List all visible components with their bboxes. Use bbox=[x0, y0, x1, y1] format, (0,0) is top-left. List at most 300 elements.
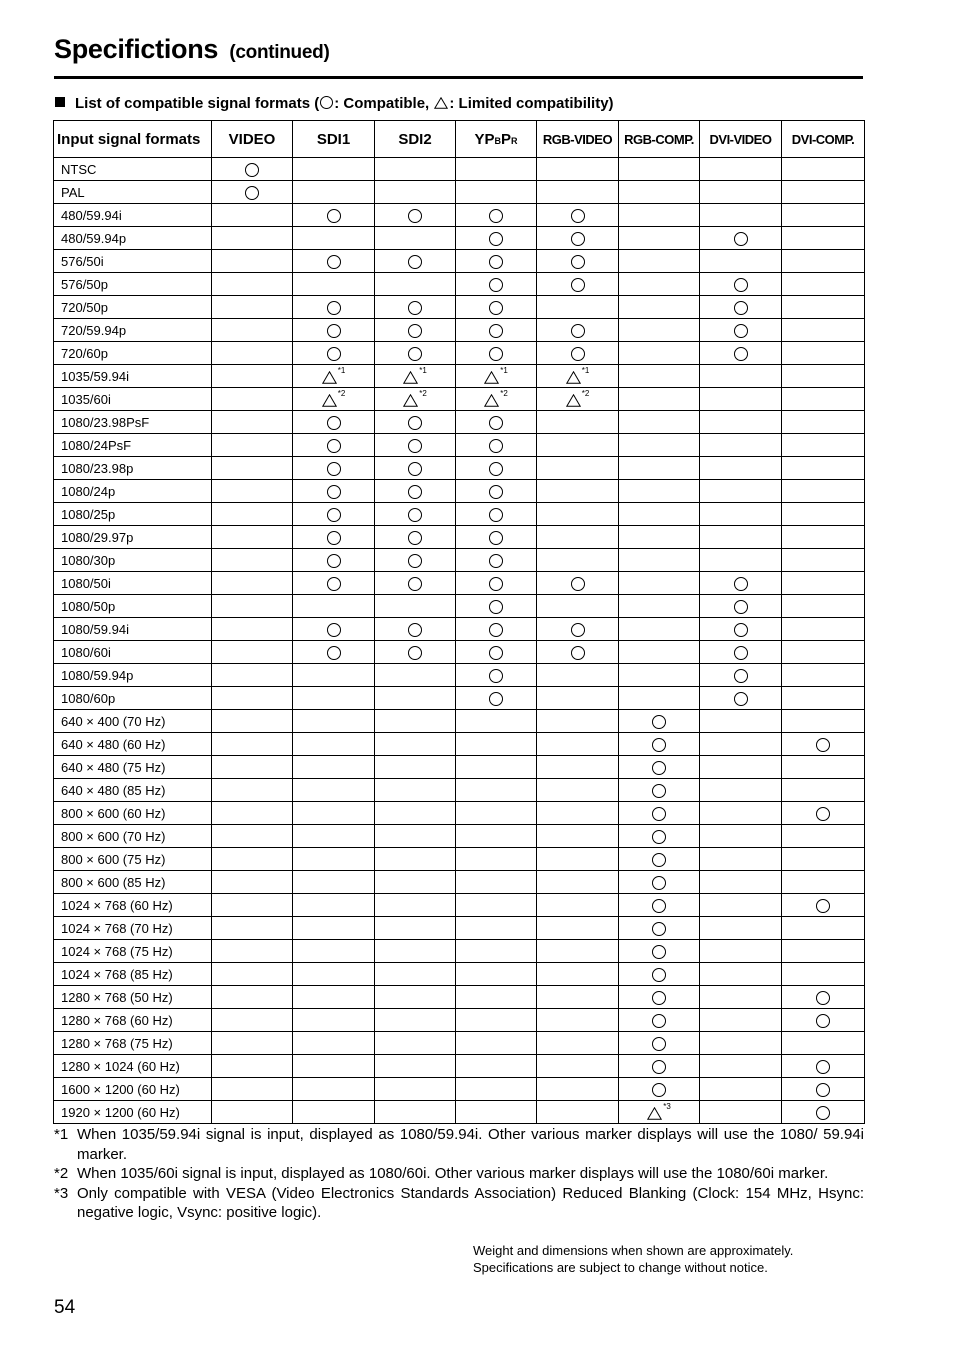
circle-compatible-icon bbox=[571, 623, 585, 637]
format-cell: 1920 × 1200 (60 Hz) bbox=[54, 1101, 212, 1124]
cell-sdi2 bbox=[375, 204, 456, 227]
cell-rgb-video bbox=[537, 963, 619, 986]
circle-compatible-icon bbox=[734, 692, 748, 706]
cell-video bbox=[212, 1055, 293, 1078]
cell-dvi-video bbox=[700, 273, 782, 296]
circle-compatible-icon bbox=[327, 439, 341, 453]
cell-sdi2 bbox=[375, 940, 456, 963]
format-cell: 1080/59.94p bbox=[54, 664, 212, 687]
circle-compatible-icon bbox=[327, 416, 341, 430]
footnote-ref: *1 bbox=[419, 366, 427, 376]
cell-ypbpr bbox=[456, 664, 537, 687]
cell-dvi-video bbox=[700, 1078, 782, 1101]
cell-dvi-comp bbox=[782, 388, 865, 411]
circle-compatible-icon bbox=[408, 324, 422, 338]
cell-dvi-video bbox=[700, 802, 782, 825]
cell-rgb-video bbox=[537, 871, 619, 894]
footnote-ref: *2 bbox=[419, 389, 427, 399]
cell-rgb-comp bbox=[619, 319, 700, 342]
table-row bbox=[54, 549, 865, 572]
cell-video bbox=[212, 802, 293, 825]
circle-compatible-icon bbox=[734, 646, 748, 660]
table-row bbox=[54, 250, 865, 273]
cell-dvi-comp bbox=[782, 411, 865, 434]
cell-ypbpr bbox=[456, 503, 537, 526]
cell-dvi-comp bbox=[782, 963, 865, 986]
footnote-text: When 1035/60i signal is input, displayed as 1080/60i. Other various marker displays will use the 1080/60i marker. bbox=[77, 1165, 829, 1182]
cell-ypbpr bbox=[456, 434, 537, 457]
circle-compatible-icon bbox=[816, 1106, 830, 1120]
cell-sdi1 bbox=[293, 227, 375, 250]
table-row bbox=[54, 388, 865, 411]
circle-compatible-icon bbox=[489, 209, 503, 223]
table-body bbox=[54, 158, 865, 1124]
cell-rgb-video bbox=[537, 388, 619, 411]
format-cell: 1080/60p bbox=[54, 687, 212, 710]
cell-dvi-video bbox=[700, 572, 782, 595]
cell-dvi-video bbox=[700, 250, 782, 273]
cell-sdi2 bbox=[375, 848, 456, 871]
cell-video bbox=[212, 756, 293, 779]
circle-compatible-icon bbox=[816, 991, 830, 1005]
circle-compatible-icon bbox=[652, 991, 666, 1005]
table-row bbox=[54, 1078, 865, 1101]
cell-ypbpr bbox=[456, 273, 537, 296]
circle-compatible-icon bbox=[652, 807, 666, 821]
table-row bbox=[54, 503, 865, 526]
cell-rgb-video bbox=[537, 549, 619, 572]
cell-sdi2 bbox=[375, 227, 456, 250]
cell-dvi-video bbox=[700, 480, 782, 503]
circle-compatible-icon bbox=[408, 416, 422, 430]
triangle-limited-icon bbox=[322, 371, 337, 384]
circle-compatible-icon bbox=[571, 255, 585, 269]
cell-sdi1 bbox=[293, 618, 375, 641]
cell-sdi1 bbox=[293, 756, 375, 779]
circle-compatible-icon bbox=[327, 255, 341, 269]
cell-ypbpr bbox=[456, 641, 537, 664]
cell-dvi-comp bbox=[782, 572, 865, 595]
cell-sdi1 bbox=[293, 342, 375, 365]
cell-rgb-comp bbox=[619, 917, 700, 940]
disclaimer-line-2: Specifications are subject to change without notice. bbox=[473, 1260, 768, 1275]
cell-rgb-comp bbox=[619, 411, 700, 434]
cell-ypbpr bbox=[456, 296, 537, 319]
cell-rgb-video bbox=[537, 940, 619, 963]
cell-ypbpr bbox=[456, 963, 537, 986]
cell-video bbox=[212, 894, 293, 917]
square-bullet-icon bbox=[55, 97, 65, 107]
circle-compatible-icon bbox=[489, 646, 503, 660]
cell-sdi2 bbox=[375, 1009, 456, 1032]
cell-sdi2 bbox=[375, 457, 456, 480]
cell-dvi-comp bbox=[782, 273, 865, 296]
cell-sdi1 bbox=[293, 1055, 375, 1078]
cell-dvi-comp bbox=[782, 871, 865, 894]
cell-dvi-comp bbox=[782, 365, 865, 388]
circle-compatible-icon bbox=[734, 600, 748, 614]
cell-dvi-video bbox=[700, 388, 782, 411]
cell-video bbox=[212, 572, 293, 595]
cell-video bbox=[212, 411, 293, 434]
cell-sdi1 bbox=[293, 388, 375, 411]
circle-compatible-icon bbox=[489, 554, 503, 568]
format-cell: 800 × 600 (75 Hz) bbox=[54, 848, 212, 871]
cell-ypbpr bbox=[456, 733, 537, 756]
cell-rgb-comp bbox=[619, 1101, 700, 1124]
cell-ypbpr bbox=[456, 917, 537, 940]
cell-rgb-video bbox=[537, 365, 619, 388]
cell-dvi-video bbox=[700, 434, 782, 457]
cell-dvi-comp bbox=[782, 917, 865, 940]
cell-rgb-video bbox=[537, 503, 619, 526]
table-row bbox=[54, 1032, 865, 1055]
cell-dvi-video bbox=[700, 986, 782, 1009]
cell-rgb-video bbox=[537, 1009, 619, 1032]
cell-video bbox=[212, 687, 293, 710]
table-row bbox=[54, 1009, 865, 1032]
cell-video bbox=[212, 917, 293, 940]
cell-rgb-video bbox=[537, 227, 619, 250]
cell-dvi-video bbox=[700, 733, 782, 756]
circle-compatible-icon bbox=[816, 1083, 830, 1097]
cell-rgb-comp bbox=[619, 250, 700, 273]
circle-compatible-icon bbox=[734, 623, 748, 637]
cell-ypbpr bbox=[456, 319, 537, 342]
table-row bbox=[54, 986, 865, 1009]
cell-dvi-video bbox=[700, 710, 782, 733]
circle-compatible-icon bbox=[408, 554, 422, 568]
table-row bbox=[54, 894, 865, 917]
cell-video bbox=[212, 480, 293, 503]
circle-compatible-icon bbox=[652, 1083, 666, 1097]
cell-sdi1 bbox=[293, 434, 375, 457]
cell-video bbox=[212, 388, 293, 411]
cell-sdi2 bbox=[375, 158, 456, 181]
cell-dvi-video bbox=[700, 365, 782, 388]
cell-sdi2 bbox=[375, 1032, 456, 1055]
circle-compatible-icon bbox=[489, 278, 503, 292]
cell-dvi-video bbox=[700, 227, 782, 250]
cell-dvi-video bbox=[700, 296, 782, 319]
cell-dvi-comp bbox=[782, 526, 865, 549]
circle-compatible-icon bbox=[652, 899, 666, 913]
triangle-limited-icon bbox=[322, 394, 337, 407]
circle-compatible-icon bbox=[571, 646, 585, 660]
cell-sdi2 bbox=[375, 779, 456, 802]
format-cell: PAL bbox=[54, 181, 212, 204]
cell-sdi1 bbox=[293, 296, 375, 319]
circle-compatible-icon bbox=[734, 232, 748, 246]
format-cell: 1024 × 768 (75 Hz) bbox=[54, 940, 212, 963]
cell-rgb-video bbox=[537, 687, 619, 710]
cell-sdi2 bbox=[375, 273, 456, 296]
cell-ypbpr bbox=[456, 871, 537, 894]
format-cell: 1080/50i bbox=[54, 572, 212, 595]
cell-dvi-comp bbox=[782, 710, 865, 733]
cell-video bbox=[212, 227, 293, 250]
cell-ypbpr bbox=[456, 480, 537, 503]
cell-rgb-comp bbox=[619, 986, 700, 1009]
cell-dvi-comp bbox=[782, 595, 865, 618]
footnote-3 bbox=[54, 1184, 864, 1223]
cell-dvi-comp bbox=[782, 618, 865, 641]
circle-compatible-icon bbox=[327, 209, 341, 223]
cell-dvi-video bbox=[700, 940, 782, 963]
circle-compatible-icon bbox=[816, 1060, 830, 1074]
footnote-mark: *2 bbox=[54, 1165, 69, 1182]
cell-rgb-comp bbox=[619, 1032, 700, 1055]
table-row bbox=[54, 917, 865, 940]
cell-dvi-comp bbox=[782, 1101, 865, 1124]
cell-rgb-video bbox=[537, 894, 619, 917]
circle-compatible-icon bbox=[489, 485, 503, 499]
cell-video bbox=[212, 273, 293, 296]
table-row bbox=[54, 526, 865, 549]
cell-rgb-comp bbox=[619, 181, 700, 204]
cell-dvi-video bbox=[700, 779, 782, 802]
cell-ypbpr bbox=[456, 940, 537, 963]
circle-compatible-icon bbox=[571, 347, 585, 361]
cell-sdi2 bbox=[375, 250, 456, 273]
triangle-limited-icon bbox=[434, 97, 448, 109]
cell-sdi1 bbox=[293, 894, 375, 917]
format-cell: 1600 × 1200 (60 Hz) bbox=[54, 1078, 212, 1101]
cell-sdi1 bbox=[293, 1009, 375, 1032]
cell-rgb-comp bbox=[619, 457, 700, 480]
cell-ypbpr bbox=[456, 204, 537, 227]
cell-sdi1 bbox=[293, 250, 375, 273]
cell-rgb-video bbox=[537, 181, 619, 204]
cell-sdi2 bbox=[375, 319, 456, 342]
cell-video bbox=[212, 595, 293, 618]
circle-compatible-icon bbox=[571, 278, 585, 292]
table-row bbox=[54, 181, 865, 204]
table-row bbox=[54, 779, 865, 802]
table-row bbox=[54, 158, 865, 181]
cell-rgb-video bbox=[537, 250, 619, 273]
cell-rgb-comp bbox=[619, 1055, 700, 1078]
cell-video bbox=[212, 434, 293, 457]
cell-rgb-comp bbox=[619, 664, 700, 687]
circle-compatible-icon bbox=[571, 324, 585, 338]
footnote-ref: *2 bbox=[581, 389, 590, 399]
cell-dvi-video bbox=[700, 618, 782, 641]
triangle-limited-icon bbox=[484, 394, 499, 407]
cell-dvi-comp bbox=[782, 1009, 865, 1032]
cell-rgb-comp bbox=[619, 273, 700, 296]
cell-rgb-comp bbox=[619, 1009, 700, 1032]
triangle-limited-icon bbox=[403, 371, 418, 384]
cell-sdi1 bbox=[293, 733, 375, 756]
cell-sdi2 bbox=[375, 181, 456, 204]
format-cell: 480/59.94i bbox=[54, 204, 212, 227]
circle-compatible-icon bbox=[320, 96, 333, 109]
cell-video bbox=[212, 963, 293, 986]
cell-dvi-video bbox=[700, 825, 782, 848]
format-cell: 1024 × 768 (70 Hz) bbox=[54, 917, 212, 940]
table-row bbox=[54, 595, 865, 618]
circle-compatible-icon bbox=[652, 1037, 666, 1051]
cell-dvi-comp bbox=[782, 894, 865, 917]
cell-video bbox=[212, 181, 293, 204]
cell-video bbox=[212, 733, 293, 756]
table-row bbox=[54, 296, 865, 319]
cell-video bbox=[212, 204, 293, 227]
table-row bbox=[54, 204, 865, 227]
cell-sdi2 bbox=[375, 756, 456, 779]
format-cell: 640 × 480 (75 Hz) bbox=[54, 756, 212, 779]
cell-dvi-video bbox=[700, 342, 782, 365]
cell-rgb-comp bbox=[619, 641, 700, 664]
table-row bbox=[54, 273, 865, 296]
cell-ypbpr bbox=[456, 250, 537, 273]
cell-video bbox=[212, 526, 293, 549]
cell-sdi1 bbox=[293, 480, 375, 503]
cell-rgb-video bbox=[537, 1101, 619, 1124]
table-caption bbox=[55, 95, 614, 112]
circle-compatible-icon bbox=[489, 669, 503, 683]
footnote-mark: *3 bbox=[54, 1184, 69, 1202]
table-row bbox=[54, 710, 865, 733]
cell-sdi1 bbox=[293, 963, 375, 986]
cell-ypbpr bbox=[456, 825, 537, 848]
cell-dvi-comp bbox=[782, 319, 865, 342]
circle-compatible-icon bbox=[408, 209, 422, 223]
format-cell: 1080/60i bbox=[54, 641, 212, 664]
circle-compatible-icon bbox=[489, 232, 503, 246]
cell-dvi-video bbox=[700, 1055, 782, 1078]
cell-dvi-comp bbox=[782, 664, 865, 687]
circle-compatible-icon bbox=[489, 347, 503, 361]
table-row bbox=[54, 733, 865, 756]
format-cell: 640 × 480 (85 Hz) bbox=[54, 779, 212, 802]
cell-dvi-video bbox=[700, 181, 782, 204]
circle-compatible-icon bbox=[327, 347, 341, 361]
format-cell: 1080/29.97p bbox=[54, 526, 212, 549]
cell-ypbpr bbox=[456, 986, 537, 1009]
circle-compatible-icon bbox=[652, 922, 666, 936]
cell-ypbpr bbox=[456, 779, 537, 802]
circle-compatible-icon bbox=[734, 669, 748, 683]
cell-sdi2 bbox=[375, 917, 456, 940]
format-cell: 1035/60i bbox=[54, 388, 212, 411]
table-row bbox=[54, 434, 865, 457]
circle-compatible-icon bbox=[652, 1014, 666, 1028]
circle-compatible-icon bbox=[327, 531, 341, 545]
cell-sdi1 bbox=[293, 503, 375, 526]
format-cell: 1080/24PsF bbox=[54, 434, 212, 457]
cell-video bbox=[212, 1078, 293, 1101]
disclaimer-line-1: Weight and dimensions when shown are approximately. bbox=[473, 1243, 794, 1258]
format-cell: 640 × 480 (60 Hz) bbox=[54, 733, 212, 756]
circle-compatible-icon bbox=[327, 324, 341, 338]
col-header-video: VIDEO bbox=[212, 121, 293, 158]
format-cell: 1280 × 768 (50 Hz) bbox=[54, 986, 212, 1009]
cell-sdi1 bbox=[293, 664, 375, 687]
format-cell: 1280 × 1024 (60 Hz) bbox=[54, 1055, 212, 1078]
cell-dvi-comp bbox=[782, 940, 865, 963]
cell-ypbpr bbox=[456, 848, 537, 871]
cell-dvi-comp bbox=[782, 825, 865, 848]
table-row bbox=[54, 618, 865, 641]
cell-sdi2 bbox=[375, 549, 456, 572]
table-row bbox=[54, 871, 865, 894]
footnote-ref: *1 bbox=[500, 366, 508, 376]
cell-rgb-comp bbox=[619, 227, 700, 250]
cell-dvi-comp bbox=[782, 1078, 865, 1101]
col-header-rgb-video: RGB-VIDEO bbox=[537, 121, 619, 158]
col-header-input-signal-formats: Input signal formats bbox=[54, 121, 212, 158]
cell-sdi2 bbox=[375, 388, 456, 411]
cell-dvi-video bbox=[700, 457, 782, 480]
cell-ypbpr bbox=[456, 595, 537, 618]
circle-compatible-icon bbox=[816, 807, 830, 821]
format-cell: 720/50p bbox=[54, 296, 212, 319]
cell-sdi1 bbox=[293, 802, 375, 825]
cell-rgb-comp bbox=[619, 1078, 700, 1101]
cell-sdi1 bbox=[293, 825, 375, 848]
circle-compatible-icon bbox=[816, 1014, 830, 1028]
cell-dvi-video bbox=[700, 319, 782, 342]
col-header-ypbpr: YPBPR bbox=[456, 121, 537, 158]
cell-video bbox=[212, 319, 293, 342]
cell-video bbox=[212, 1032, 293, 1055]
cell-rgb-comp bbox=[619, 756, 700, 779]
cell-rgb-video bbox=[537, 756, 619, 779]
page-title: Specifictions (continued) bbox=[54, 34, 330, 64]
circle-compatible-icon bbox=[408, 577, 422, 591]
cell-sdi1 bbox=[293, 848, 375, 871]
cell-video bbox=[212, 710, 293, 733]
cell-rgb-video bbox=[537, 342, 619, 365]
footnote-2 bbox=[54, 1164, 864, 1184]
cell-rgb-video bbox=[537, 710, 619, 733]
cell-sdi2 bbox=[375, 641, 456, 664]
page-number: 54 bbox=[54, 1297, 76, 1318]
footnote-ref: *1 bbox=[337, 366, 346, 376]
format-cell: 1280 × 768 (75 Hz) bbox=[54, 1032, 212, 1055]
circle-compatible-icon bbox=[489, 416, 503, 430]
cell-ypbpr bbox=[456, 342, 537, 365]
cell-dvi-comp bbox=[782, 181, 865, 204]
table-row bbox=[54, 802, 865, 825]
cell-sdi1 bbox=[293, 549, 375, 572]
cell-sdi1 bbox=[293, 940, 375, 963]
cell-sdi1 bbox=[293, 1101, 375, 1124]
cell-video bbox=[212, 618, 293, 641]
cell-sdi2 bbox=[375, 595, 456, 618]
cell-dvi-comp bbox=[782, 641, 865, 664]
cell-rgb-comp bbox=[619, 572, 700, 595]
cell-dvi-comp bbox=[782, 296, 865, 319]
format-cell: 1024 × 768 (85 Hz) bbox=[54, 963, 212, 986]
cell-dvi-video bbox=[700, 1101, 782, 1124]
cell-sdi2 bbox=[375, 1055, 456, 1078]
circle-compatible-icon bbox=[816, 899, 830, 913]
cell-sdi1 bbox=[293, 526, 375, 549]
circle-compatible-icon bbox=[327, 485, 341, 499]
cell-rgb-video bbox=[537, 917, 619, 940]
cell-dvi-comp bbox=[782, 848, 865, 871]
circle-compatible-icon bbox=[734, 324, 748, 338]
cell-dvi-comp bbox=[782, 802, 865, 825]
format-cell: 1080/23.98PsF bbox=[54, 411, 212, 434]
format-cell: 800 × 600 (70 Hz) bbox=[54, 825, 212, 848]
format-cell: 800 × 600 (85 Hz) bbox=[54, 871, 212, 894]
table-row bbox=[54, 1055, 865, 1078]
col-header-dvi-comp: DVI-COMP. bbox=[782, 121, 865, 158]
